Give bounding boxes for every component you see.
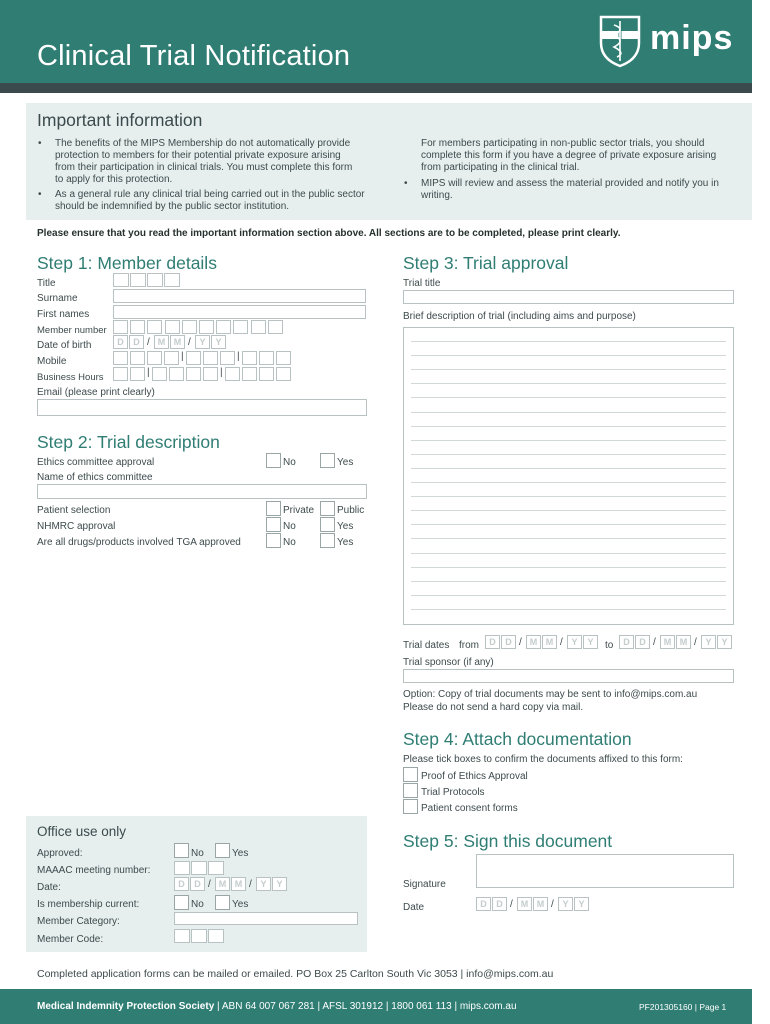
member-number-digit-box[interactable] (113, 320, 128, 334)
ethics-proof-checkbox[interactable] (403, 767, 418, 782)
member-number-digit-box[interactable] (268, 320, 283, 334)
info-paragraph-3: For members participating in non-public sector trials, you should complete this form if you have a degree of private exposure arising from participating in the clinical trial. (421, 138, 717, 173)
description-rule-line (411, 355, 726, 356)
description-rule-line (411, 524, 726, 525)
day-digit-box[interactable]: D (476, 897, 491, 911)
description-rule-line (411, 426, 726, 427)
important-info-heading: Important information (37, 110, 203, 130)
office-approved-yes-label: Yes (232, 848, 249, 859)
step2-heading: Step 2: Trial description (37, 432, 220, 452)
signature-label: Signature (403, 879, 446, 890)
business-hours-digit-box[interactable] (152, 367, 167, 381)
sign-date-label: Date (403, 902, 425, 913)
description-rule-line (411, 553, 726, 554)
nhmrc-no-label: No (283, 521, 296, 532)
date-separator: / (249, 879, 252, 890)
month-digit-box[interactable]: M (215, 877, 230, 891)
page-title: Clinical Trial Notification (37, 40, 351, 72)
trial-sponsor-label: Trial sponsor (if any) (403, 657, 494, 668)
description-rule-line (411, 581, 726, 582)
title-label: Title (37, 278, 56, 289)
month-digit-box[interactable]: M (526, 635, 541, 649)
patient-selection-label: Patient selection (37, 505, 111, 516)
date-separator: / (653, 637, 656, 648)
step4-heading: Step 4: Attach documentation (403, 729, 632, 749)
ethics-proof-label: Proof of Ethics Approval (421, 771, 528, 782)
day-digit-box[interactable]: D (635, 635, 650, 649)
info-bullet-4: • MIPS will review and assess the material provided and notify you in writing. (404, 178, 719, 201)
date-separator: / (694, 637, 697, 648)
business-hours-digit-box[interactable] (130, 367, 145, 381)
business-hours-digit-box[interactable] (186, 367, 201, 381)
year-digit-box[interactable]: Y (574, 897, 589, 911)
bullet-dot-icon: • (38, 189, 42, 200)
description-rule-line (411, 496, 726, 497)
trial-protocols-checkbox[interactable] (403, 783, 418, 798)
nhmrc-yes-checkbox[interactable] (320, 517, 335, 532)
maaac-label: MAAAC meeting number: (37, 865, 151, 876)
signature-field[interactable] (476, 854, 734, 888)
email-field[interactable] (37, 399, 367, 416)
mobile-digit-box[interactable] (186, 351, 201, 365)
day-digit-box[interactable]: D (492, 897, 507, 911)
office-approved-no-checkbox[interactable] (174, 843, 189, 858)
step4-instruction: Please tick boxes to confirm the documents affixed to this form: (403, 754, 683, 765)
office-date-label: Date: (37, 882, 61, 893)
dob-label: Date of birth (37, 340, 92, 351)
description-rule-line (411, 383, 726, 384)
membership-current-label: Is membership current: (37, 899, 140, 910)
year-digit-box[interactable]: Y (272, 877, 287, 891)
date-separator: / (551, 899, 554, 910)
patient-consent-label: Patient consent forms (421, 803, 518, 814)
patient-selection-public-label: Public (337, 505, 365, 516)
phone-group-separator: | (237, 351, 240, 362)
member-number-digit-box[interactable] (233, 320, 248, 334)
tga-yes-label: Yes (337, 537, 354, 548)
header-band (0, 83, 752, 93)
description-rule-line (411, 468, 726, 469)
membership-yes-checkbox[interactable] (215, 895, 230, 910)
year-digit-box[interactable]: Y (567, 635, 582, 649)
nhmrc-yes-label: Yes (337, 521, 354, 532)
info-bullet-2: • As a general rule any clinical trial being carried out in the public sector should be indemnified by the public sector institution. (38, 189, 365, 212)
description-rule-line (411, 482, 726, 483)
tga-no-label: No (283, 537, 296, 548)
member-code-box-3[interactable] (208, 929, 224, 943)
month-digit-box[interactable]: M (170, 335, 185, 349)
member-number-digit-box[interactable] (147, 320, 162, 334)
member-number-digit-box[interactable] (165, 320, 180, 334)
footer-org-name: Medical Indemnity Protection Society (37, 1001, 215, 1012)
logo-text: mips (650, 19, 734, 57)
phone-group-separator: | (147, 367, 150, 378)
year-digit-box[interactable]: Y (256, 877, 271, 891)
day-digit-box[interactable]: D (501, 635, 516, 649)
description-rule-line (411, 440, 726, 441)
business-hours-digit-box[interactable] (169, 367, 184, 381)
business-hours-digit-box[interactable] (225, 367, 240, 381)
surname-field[interactable] (113, 289, 366, 303)
month-digit-box[interactable]: M (676, 635, 691, 649)
mobile-digit-box[interactable] (220, 351, 235, 365)
membership-no-label: No (191, 899, 204, 910)
year-digit-box[interactable]: Y (211, 335, 226, 349)
trial-dates-label: Trial dates (403, 640, 450, 651)
member-number-label: Member number (37, 325, 107, 336)
first-names-field[interactable] (113, 305, 366, 319)
business-hours-digit-box[interactable] (242, 367, 257, 381)
office-approved-no-label: No (191, 848, 204, 859)
ethics-approval-yes-checkbox[interactable] (320, 453, 335, 468)
maaac-box-1[interactable] (174, 861, 190, 875)
date-separator: / (519, 637, 522, 648)
patient-selection-private-label: Private (283, 505, 315, 516)
month-digit-box[interactable]: M (517, 897, 532, 911)
mobile-digit-box[interactable] (130, 351, 145, 365)
membership-yes-label: Yes (232, 899, 249, 910)
member-number-digit-box[interactable] (216, 320, 231, 334)
business-hours-digit-box[interactable] (203, 367, 218, 381)
mobile-digit-box[interactable] (203, 351, 218, 365)
step1-heading: Step 1: Member details (37, 253, 217, 273)
member-number-digit-box[interactable] (182, 320, 197, 334)
date-separator: / (510, 899, 513, 910)
phone-group-separator: | (220, 367, 223, 378)
month-digit-box[interactable]: M (154, 335, 169, 349)
mobile-label: Mobile (37, 356, 67, 367)
tga-label: Are all drugs/products involved TGA approved (37, 537, 241, 548)
footer-form-code: PF201305160 | Page 1 (639, 1002, 727, 1012)
option-note-line2: Please do not send a hard copy via mail. (403, 702, 584, 713)
member-category-field[interactable] (174, 912, 358, 925)
description-rule-line (411, 538, 726, 539)
mobile-digit-box[interactable] (113, 351, 128, 365)
description-rule-line (411, 510, 726, 511)
trial-dates-from-label: from (459, 640, 479, 651)
member-code-box-2[interactable] (191, 929, 207, 943)
member-category-label: Member Category: (37, 916, 120, 927)
mobile-digit-box[interactable] (259, 351, 274, 365)
nhmrc-label: NHMRC approval (37, 521, 116, 532)
description-rule-line (411, 397, 726, 398)
business-hours-digit-box[interactable] (113, 367, 128, 381)
ethics-name-field[interactable] (37, 484, 367, 499)
step3-heading: Step 3: Trial approval (403, 253, 569, 273)
mobile-digit-box[interactable] (276, 351, 291, 365)
date-separator: / (560, 637, 563, 648)
ethics-approval-yes-label: Yes (337, 457, 354, 468)
phone-group-separator: | (181, 351, 184, 362)
patient-consent-checkbox[interactable] (403, 799, 418, 814)
description-rule-line (411, 454, 726, 455)
description-rule-line (411, 341, 726, 342)
bullet-dot-icon: • (38, 138, 42, 149)
description-rule-line (411, 609, 726, 610)
surname-label: Surname (37, 293, 78, 304)
date-separator: / (188, 337, 191, 348)
title-box-3[interactable] (147, 273, 163, 287)
option-note-line1: Option: Copy of trial documents may be sent to info@mips.com.au (403, 689, 698, 700)
nhmrc-no-checkbox[interactable] (266, 517, 281, 532)
member-number-digit-box[interactable] (199, 320, 214, 334)
tga-yes-checkbox[interactable] (320, 533, 335, 548)
day-digit-box[interactable]: D (485, 635, 500, 649)
ethics-approval-no-label: No (283, 457, 296, 468)
month-digit-box[interactable]: M (231, 877, 246, 891)
description-rule-line (411, 369, 726, 370)
membership-no-checkbox[interactable] (174, 895, 189, 910)
shield-logo-icon (595, 13, 645, 68)
title-box-2[interactable] (130, 273, 146, 287)
trial-title-label: Trial title (403, 278, 441, 289)
year-digit-box[interactable]: Y (717, 635, 732, 649)
ethics-approval-label: Ethics committee approval (37, 457, 155, 468)
title-box-4[interactable] (164, 273, 180, 287)
business-hours-label: Business Hours (37, 372, 104, 383)
description-rule-line (411, 567, 726, 568)
day-digit-box[interactable]: D (129, 335, 144, 349)
patient-selection-public-checkbox[interactable] (320, 501, 335, 516)
mobile-digit-box[interactable] (164, 351, 179, 365)
member-code-label: Member Code: (37, 934, 104, 945)
maaac-box-2[interactable] (191, 861, 207, 875)
bullet-dot-icon: • (404, 178, 408, 189)
month-digit-box[interactable]: M (533, 897, 548, 911)
ethics-name-label: Name of ethics committee (37, 472, 153, 483)
day-digit-box[interactable]: D (174, 877, 189, 891)
trial-protocols-label: Trial Protocols (421, 787, 485, 798)
member-code-box-1[interactable] (174, 929, 190, 943)
ethics-approval-no-checkbox[interactable] (266, 453, 281, 468)
footer-org-details (37, 1001, 517, 1012)
office-use-heading: Office use only (37, 824, 127, 839)
description-rule-line (411, 412, 726, 413)
year-digit-box[interactable]: Y (583, 635, 598, 649)
day-digit-box[interactable]: D (113, 335, 128, 349)
mobile-digit-box[interactable] (147, 351, 162, 365)
info-bullet-1: • The benefits of the MIPS Membership do not automatically provide protection to members for their potential private exposure arising from their participation in clinical trials. You must complete this form to apply for this protection. (38, 138, 353, 185)
office-approved-yes-checkbox[interactable] (215, 843, 230, 858)
mobile-digit-box[interactable] (242, 351, 257, 365)
instructions-note: Please ensure that you read the important information section above. All sections are to be completed, please print clearly. (37, 228, 621, 239)
member-number-digit-box[interactable] (251, 320, 266, 334)
member-number-digit-box[interactable] (130, 320, 145, 334)
year-digit-box[interactable]: Y (558, 897, 573, 911)
trial-sponsor-field[interactable] (403, 669, 734, 683)
date-separator: / (208, 879, 211, 890)
description-rule-line (411, 595, 726, 596)
month-digit-box[interactable]: M (542, 635, 557, 649)
brief-description-label: Brief description of trial (including aims and purpose) (403, 311, 636, 322)
first-names-label: First names (37, 309, 90, 320)
title-box-1[interactable] (113, 273, 129, 287)
business-hours-digit-box[interactable] (276, 367, 291, 381)
trial-title-field[interactable] (403, 290, 734, 304)
email-label: Email (please print clearly) (37, 387, 155, 398)
business-hours-digit-box[interactable] (259, 367, 274, 381)
date-separator: / (147, 337, 150, 348)
maaac-box-3[interactable] (208, 861, 224, 875)
patient-selection-private-checkbox[interactable] (266, 501, 281, 516)
footer-note: Completed application forms can be mailed or emailed. PO Box 25 Carlton South Vic 3053 | info@mips.com.au (37, 968, 554, 980)
office-approved-label: Approved: (37, 848, 83, 859)
day-digit-box[interactable]: D (190, 877, 205, 891)
year-digit-box[interactable]: Y (195, 335, 210, 349)
month-digit-box[interactable]: M (660, 635, 675, 649)
step5-heading: Step 5: Sign this document (403, 831, 613, 851)
year-digit-box[interactable]: Y (701, 635, 716, 649)
day-digit-box[interactable]: D (619, 635, 634, 649)
tga-no-checkbox[interactable] (266, 533, 281, 548)
trial-dates-to-label: to (605, 640, 614, 651)
footer-details: | ABN 64 007 067 281 | AFSL 301912 | 1800 061 113 | mips.com.au (214, 1001, 517, 1012)
